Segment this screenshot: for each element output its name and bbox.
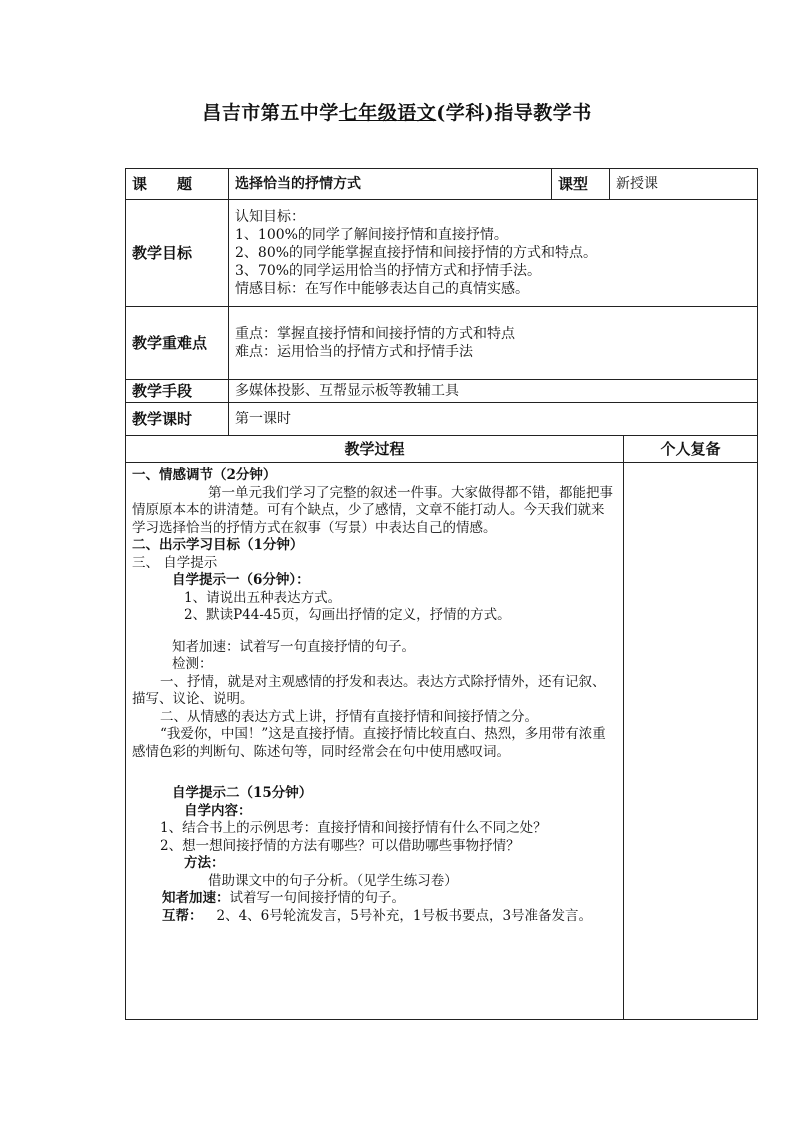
hint-1-item: 2、默读P44-45页，勾画出抒情的定义，抒情的方式。 xyxy=(184,607,511,623)
goal-line: 情感目标：在写作中能够表达自己的真情实感。 xyxy=(235,281,529,297)
method-text: 借助课文中的句子分析。（见学生练习卷） xyxy=(208,872,458,889)
process-table xyxy=(125,435,758,1020)
key-value xyxy=(229,307,758,380)
key-line: 重点：掌握直接抒情和间接抒情的方式和特点 xyxy=(235,326,515,342)
topic-label: 课 题 xyxy=(126,169,229,200)
process-content xyxy=(126,463,624,1020)
title-school: 昌吉市第五中学 xyxy=(202,102,339,124)
goal-line: 3、70%的同学运用恰当的抒情方式和抒情手法。 xyxy=(235,263,542,279)
goals-row xyxy=(126,200,758,307)
hint-2-item: 2、想一想间接抒情的方法有哪些？可以借助哪些事物抒情？ xyxy=(160,837,520,854)
hours-label: 教学课时 xyxy=(126,403,229,436)
goal-line: 1、100%的同学了解间接抒情和直接抒情。 xyxy=(235,227,508,243)
topic-row xyxy=(126,169,758,200)
zhizhe-2-label: 知者加速： xyxy=(162,890,230,906)
goals-value xyxy=(229,200,758,307)
goal-line: 2、80%的同学能掌握直接抒情和间接抒情的方式和特点。 xyxy=(235,245,598,261)
lesson-info-table xyxy=(125,168,758,436)
section-3-title: 三、 自学提示 xyxy=(132,554,218,571)
section-1-text: 第一单元我们学习了完整的叙述一件事。大家做得都不错，都能把事情原原本本的讲清楚。可有个缺点，少了感情，文章不能打动人。今天我们就来学习选择恰当的抒情方式在叙事（写景）中表达自己的情感。 xyxy=(132,484,613,536)
topic-value: 选择恰当的抒情方式 xyxy=(229,169,552,200)
process-header-row xyxy=(126,436,758,463)
title-grade: 七年级 xyxy=(338,102,398,124)
hubang-text: 2、4、6号轮流发言，5号补充，1号板书要点，3号准备发言。 xyxy=(216,907,593,924)
title-book: 指导教学书 xyxy=(494,102,592,124)
hint-1-item: 1、请说出五种表达方式。 xyxy=(184,589,342,606)
review-header: 个人复备 xyxy=(624,436,758,463)
means-value: 多媒体投影、互帮显示板等教辅工具 xyxy=(229,380,758,403)
hint-1-title: 自学提示一（6分钟）： xyxy=(172,572,310,588)
process-body-row xyxy=(126,463,758,1020)
check-1: 一、抒情，就是对主观感情的抒发和表达。表达方式除抒情外，还有记叙、描写、议论、说明。 xyxy=(132,673,606,707)
method-label: 方法： xyxy=(184,855,225,871)
hours-row xyxy=(126,403,758,436)
page-title xyxy=(0,98,794,125)
key-label: 教学重难点 xyxy=(126,307,229,380)
hint-2-title: 自学提示二（15分钟） xyxy=(172,785,313,801)
hours-value: 第一课时 xyxy=(229,403,758,436)
means-label: 教学手段 xyxy=(126,380,229,403)
key-row xyxy=(126,307,758,380)
process-header: 教学过程 xyxy=(126,436,624,463)
goal-line: 认知目标： xyxy=(235,209,305,225)
type-label: 课型 xyxy=(552,169,610,200)
check-3: “我爱你，中国！”这是直接抒情。直接抒情比较直白、热烈，多用带有浓重感情色彩的判断句、陈述句等，同时经常会在句中使用感叹词。 xyxy=(132,726,606,760)
review-cell[interactable] xyxy=(624,463,758,1020)
content-label: 自学内容： xyxy=(184,802,252,819)
check-label: 检测： xyxy=(172,656,213,672)
zhizhe-2 xyxy=(132,890,615,908)
key-line: 难点：运用恰当的抒情方式和抒情手法 xyxy=(235,344,473,360)
title-subject-suffix: (学科) xyxy=(436,102,495,124)
section-1-title: 一、情感调节（2分钟） xyxy=(132,467,277,483)
means-row xyxy=(126,380,758,403)
zhizhe-2-text: 试着写一句间接抒情的句子。 xyxy=(229,890,405,906)
check-2: 二、从情感的表达方式上讲，抒情有直接抒情和间接抒情之分。 xyxy=(160,708,538,725)
section-2-title: 二、出示学习目标（1分钟） xyxy=(132,537,304,553)
hubang xyxy=(132,908,615,926)
zhizhe-1: 知者加速：试着写一句直接抒情的句子。 xyxy=(172,638,415,655)
goals-label: 教学目标 xyxy=(126,200,229,307)
hubang-label: 互帮： xyxy=(162,907,203,924)
hint-2-item: 1、结合书上的示例思考：直接抒情和间接抒情有什么不同之处？ xyxy=(160,820,547,836)
title-subject: 语文 xyxy=(397,102,437,124)
type-value: 新授课 xyxy=(610,169,758,200)
